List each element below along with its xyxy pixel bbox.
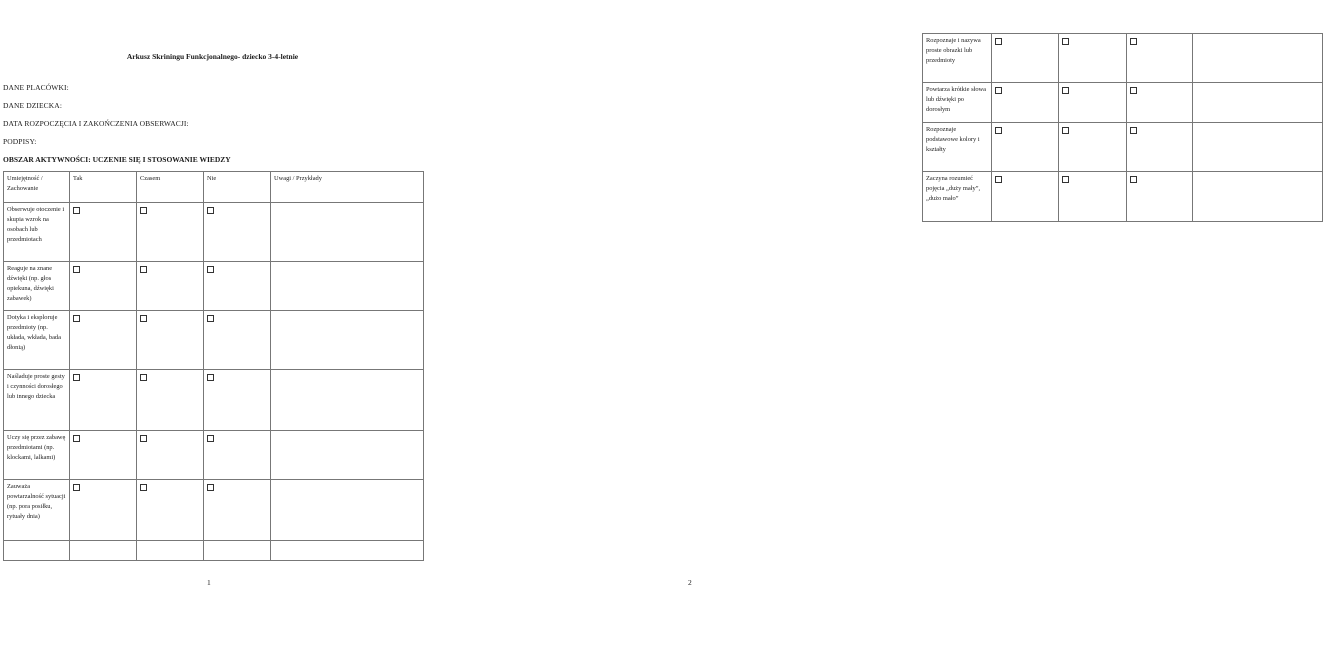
- checkbox-yes[interactable]: [995, 127, 1002, 134]
- no-cell: [1127, 34, 1193, 83]
- checkbox-no[interactable]: [207, 484, 214, 491]
- table-row: [4, 480, 424, 541]
- sometimes-cell: [1059, 172, 1127, 222]
- skill-cell: Naśladuje proste gesty i czynności dorosłego lub innego dziecka: [4, 370, 70, 431]
- checkbox-sometimes[interactable]: [140, 207, 147, 214]
- checkbox-no[interactable]: [207, 374, 214, 381]
- checkbox-sometimes[interactable]: [1062, 87, 1069, 94]
- checkbox-yes[interactable]: [73, 435, 80, 442]
- screening-table-page-2: [922, 33, 1323, 222]
- sometimes-cell: [1059, 123, 1127, 172]
- field-facility-data: DANE PLACÓWKI:: [3, 83, 69, 92]
- sometimes-cell: [137, 480, 204, 541]
- checkbox-no[interactable]: [207, 315, 214, 322]
- page-number: 2: [688, 578, 692, 587]
- skill-cell: Rozpoznaje i nazywa proste obrazki lub przedmioty: [923, 34, 992, 83]
- skill-cell: Obserwuje otoczenie i skupia wzrok na osobach lub przedmiotach: [4, 203, 70, 262]
- yes-cell: [70, 370, 137, 431]
- checkbox-sometimes[interactable]: [1062, 176, 1069, 183]
- checkbox-no[interactable]: [207, 207, 214, 214]
- yes-cell: [992, 172, 1059, 222]
- checkbox-yes[interactable]: [73, 207, 80, 214]
- header-no: Nie: [204, 172, 271, 203]
- table-row-empty: [4, 541, 424, 561]
- yes-cell: [70, 262, 137, 311]
- notes-cell[interactable]: [271, 311, 424, 370]
- field-observation-dates: DATA ROZPOCZĘCIA I ZAKOŃCZENIA OBSERWACJI:: [3, 119, 189, 128]
- table-row: [4, 431, 424, 480]
- notes-cell[interactable]: [1193, 123, 1323, 172]
- skill-cell[interactable]: [4, 541, 70, 561]
- sometimes-cell: [1059, 83, 1127, 123]
- skill-cell: Reaguje na znane dźwięki (np. głos opiekuna, dźwięki zabawek): [4, 262, 70, 311]
- checkbox-yes[interactable]: [995, 38, 1002, 45]
- skill-cell: Zaczyna rozumieć pojęcia „duży mały”, „dużo mało”: [923, 172, 992, 222]
- yes-cell: [70, 311, 137, 370]
- field-child-data: DANE DZIECKA:: [3, 101, 63, 110]
- document-page-1: [0, 0, 440, 648]
- checkbox-yes[interactable]: [73, 484, 80, 491]
- table-row: [4, 203, 424, 262]
- no-cell: [204, 370, 271, 431]
- sometimes-cell: [137, 262, 204, 311]
- no-cell: [1127, 83, 1193, 123]
- checkbox-no[interactable]: [207, 435, 214, 442]
- table-row: [923, 123, 1323, 172]
- document-page-2: [441, 0, 986, 648]
- skill-cell: Dotyka i eksploruje przedmioty (np. układa, wkłada, bada dłonią): [4, 311, 70, 370]
- no-cell: [204, 480, 271, 541]
- checkbox-yes[interactable]: [995, 176, 1002, 183]
- notes-cell[interactable]: [271, 431, 424, 480]
- table-header-row: [4, 172, 424, 203]
- sometimes-cell: [137, 203, 204, 262]
- checkbox-yes[interactable]: [73, 266, 80, 273]
- screening-table-page-1: [3, 171, 424, 561]
- header-sometimes: Czasem: [137, 172, 204, 203]
- sometimes-cell[interactable]: [137, 541, 204, 561]
- table-row: [4, 311, 424, 370]
- no-cell: [204, 431, 271, 480]
- table-row: [923, 34, 1323, 83]
- sometimes-cell: [137, 370, 204, 431]
- checkbox-sometimes[interactable]: [140, 315, 147, 322]
- checkbox-yes[interactable]: [73, 374, 80, 381]
- no-cell: [204, 203, 271, 262]
- checkbox-sometimes[interactable]: [1062, 127, 1069, 134]
- yes-cell[interactable]: [70, 541, 137, 561]
- yes-cell: [70, 480, 137, 541]
- notes-cell[interactable]: [1193, 83, 1323, 123]
- notes-cell[interactable]: [1193, 34, 1323, 83]
- checkbox-sometimes[interactable]: [140, 435, 147, 442]
- notes-cell[interactable]: [271, 541, 424, 561]
- page-number: 1: [207, 578, 211, 587]
- checkbox-sometimes[interactable]: [140, 484, 147, 491]
- no-cell: [204, 262, 271, 311]
- table-row: [923, 83, 1323, 123]
- no-cell[interactable]: [204, 541, 271, 561]
- yes-cell: [70, 203, 137, 262]
- notes-cell[interactable]: [271, 262, 424, 311]
- sometimes-cell: [137, 431, 204, 480]
- checkbox-sometimes[interactable]: [1062, 38, 1069, 45]
- table-row: [4, 370, 424, 431]
- field-signatures: PODPISY:: [3, 137, 37, 146]
- checkbox-no[interactable]: [1130, 127, 1137, 134]
- header-yes: Tak: [70, 172, 137, 203]
- notes-cell[interactable]: [1193, 172, 1323, 222]
- checkbox-yes[interactable]: [995, 87, 1002, 94]
- notes-cell[interactable]: [271, 203, 424, 262]
- yes-cell: [992, 123, 1059, 172]
- skill-cell: Uczy się przez zabawę przedmiotami (np. klockami, lalkami): [4, 431, 70, 480]
- checkbox-sometimes[interactable]: [140, 374, 147, 381]
- document-title: Arkusz Skriningu Funkcjonalnego- dziecko 3-4-letnie: [126, 52, 299, 61]
- header-skill: Umiejętność / Zachowanie: [4, 172, 70, 203]
- table-row: [923, 172, 1323, 222]
- sometimes-cell: [1059, 34, 1127, 83]
- header-notes: Uwagi / Przykłady: [271, 172, 424, 203]
- skill-cell: Rozpoznaje podstawowe kolory i kształty: [923, 123, 992, 172]
- section-title: OBSZAR AKTYWNOŚCI: UCZENIE SIĘ I STOSOWANIE WIEDZY: [3, 155, 231, 164]
- no-cell: [204, 311, 271, 370]
- checkbox-sometimes[interactable]: [140, 266, 147, 273]
- notes-cell[interactable]: [271, 480, 424, 541]
- no-cell: [1127, 123, 1193, 172]
- yes-cell: [992, 83, 1059, 123]
- skill-cell: Powtarza krótkie słowa lub dźwięki po dorosłym: [923, 83, 992, 123]
- checkbox-yes[interactable]: [73, 315, 80, 322]
- checkbox-no[interactable]: [1130, 176, 1137, 183]
- checkbox-no[interactable]: [1130, 38, 1137, 45]
- yes-cell: [992, 34, 1059, 83]
- no-cell: [1127, 172, 1193, 222]
- notes-cell[interactable]: [271, 370, 424, 431]
- checkbox-no[interactable]: [207, 266, 214, 273]
- checkbox-no[interactable]: [1130, 87, 1137, 94]
- table-row: [4, 262, 424, 311]
- sometimes-cell: [137, 311, 204, 370]
- yes-cell: [70, 431, 137, 480]
- skill-cell: Zauważa powtarzalność sytuacji (np. pora posiłku, rytuały dnia): [4, 480, 70, 541]
